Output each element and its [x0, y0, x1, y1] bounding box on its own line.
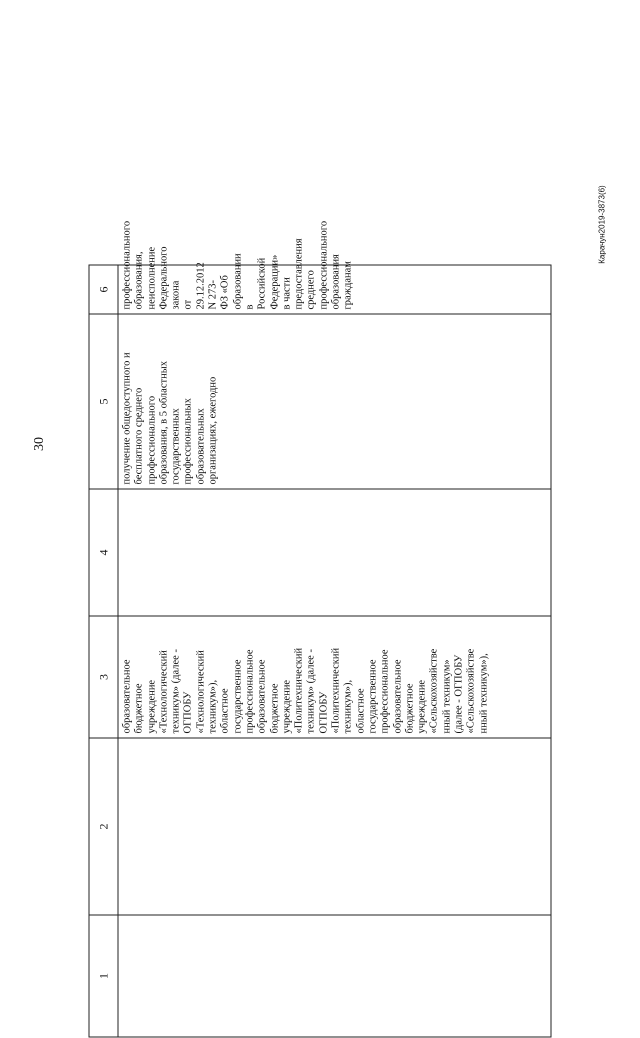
cell-col-3 [118, 616, 551, 738]
cell-text-5: получение общедоступного и бесплатного среднего профессионального образования, в 5 областных государственных профессиональных образовательных организациях, ежегодно [121, 352, 219, 485]
cell-text-6: профессионального образования, неисполнение Федерального закона от 29.12.2012 N 273-ФЗ «Об образовании в Российской Федерации» в части предоставления среднего профессионального образования гражданам [121, 220, 354, 310]
cell-col-6 [118, 220, 551, 314]
document-stamp: Карачун2019-3873(6) [597, 185, 607, 264]
cell-col-4 [118, 489, 551, 616]
rotated-table-container [89, 220, 552, 1038]
cell-text-4 [119, 490, 122, 616]
data-table [89, 220, 552, 1038]
column-header-1: 1 [89, 915, 118, 1037]
column-header-3: 3 [89, 616, 118, 738]
column-header-2: 2 [89, 738, 118, 915]
cell-text-1 [119, 916, 122, 1037]
column-header-4: 4 [89, 489, 118, 616]
column-header-6: 6 [89, 265, 118, 314]
cell-col-2 [118, 738, 551, 915]
page-number: 30 [32, 437, 47, 451]
column-header-5: 5 [89, 314, 118, 489]
cell-col-1 [118, 915, 551, 1037]
cell-text-3: образовательное бюджетное учреждение «Технологический техникум» (далее - ОГПОБУ «Технологический техникум»), областное государственное профессиональное образовательное бюджетное учреждение «Политехнический техникум» (далее - ОГПОБУ «Политехнический техникум»), областное государственное профессиональное образовательное бюджетное учреждение «Сельскохозяйстве нный техникум» (далее - ОГПОБУ «Сельскохозяйстве нный техникум»), [121, 647, 490, 734]
table-row [118, 265, 551, 1037]
table-header-row [89, 265, 118, 1037]
cell-text-2 [119, 739, 122, 915]
cell-col-5 [118, 314, 551, 489]
